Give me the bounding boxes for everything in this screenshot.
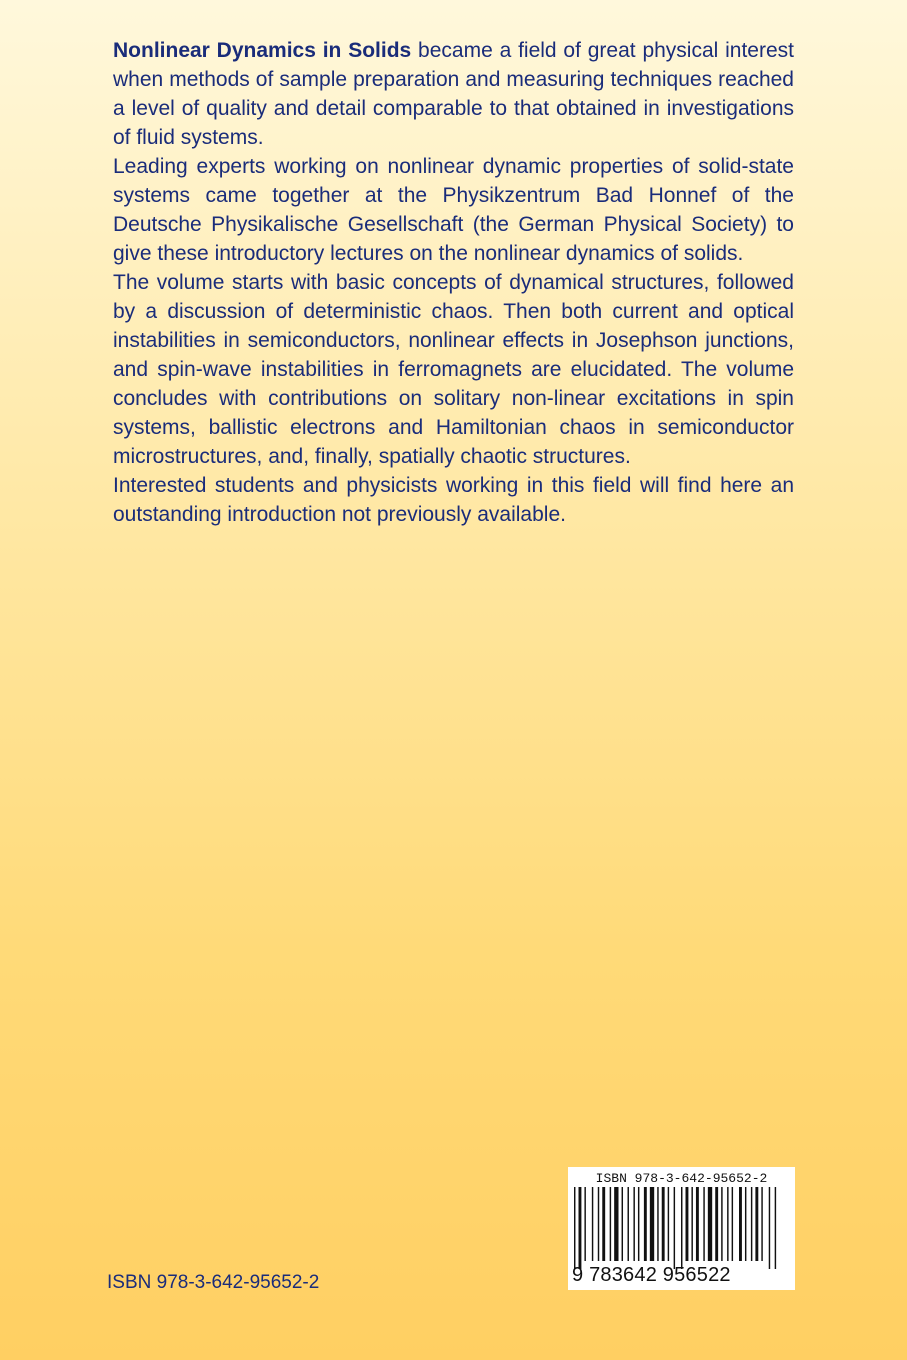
barcode-bar <box>696 1187 699 1261</box>
barcode-bar <box>622 1187 623 1261</box>
barcode-bar <box>686 1187 689 1261</box>
barcode-bar <box>721 1187 722 1261</box>
barcode-bar <box>761 1187 762 1261</box>
barcode <box>568 1167 795 1290</box>
barcode-bar <box>739 1187 742 1261</box>
blurb-paragraph-1-text: became a field of great physical interest when methods of sample preparation and measuring techniques reached a level of quality and detail comparable to that obtained in investigations of fluid systems. <box>113 39 794 149</box>
barcode-bar <box>662 1187 665 1261</box>
barcode-bar <box>745 1187 746 1261</box>
barcode-bar <box>681 1187 682 1269</box>
barcode-bar <box>638 1187 639 1261</box>
barcode-bar <box>703 1187 704 1261</box>
blurb-paragraph-4: Interested students and physicists working in this field will find here an outstanding introduction not previously available. <box>113 474 794 526</box>
barcode-bar <box>592 1187 593 1261</box>
blurb-paragraph-1 <box>113 36 794 152</box>
back-cover-blurb <box>113 36 794 529</box>
blurb-paragraph-2: Leading experts working on nonlinear dynamic properties of solid-state systems came together at the Physikzentrum Bad Honnef of the Deutsche Physikalische Gesellschaft (the German Physical Society) to give these introductory lectures on the nonlinear dynamics of solids. <box>113 155 794 265</box>
barcode-bar <box>727 1187 728 1261</box>
barcode-bar <box>668 1187 669 1261</box>
barcode-isbn-text: ISBN 978-3-642-95652-2 <box>595 1171 768 1186</box>
isbn-label: ISBN 978-3-642-95652-2 <box>107 1272 320 1293</box>
barcode-bar <box>708 1187 712 1261</box>
blurb-paragraph-3: The volume starts with basic concepts of dynamical structures, followed by a discussion of deterministic chaos. Then both current and optical instabilities in semiconductors, nonlinear effects in Josephson junctions, and spin-wave instabilities in ferromagnets are elucidated. The volume concludes with contributions on solitary non-linear excitations in spin systems, ballistic electrons and Hamiltonian chaos in semiconductor microstructures, and, finally, spatially chaotic structures. <box>113 271 794 468</box>
barcode-bar <box>633 1187 634 1261</box>
barcode-bar <box>574 1187 575 1269</box>
barcode-bar <box>755 1187 758 1261</box>
book-title-lead: Nonlinear Dynamics in Solids <box>113 39 412 62</box>
barcode-bar <box>650 1187 654 1261</box>
barcode-bar <box>602 1187 605 1261</box>
barcode-bar <box>674 1187 675 1269</box>
barcode-bar <box>610 1187 611 1261</box>
barcode-bar <box>769 1187 770 1269</box>
barcode-bars-icon <box>574 1187 789 1269</box>
barcode-bar <box>644 1187 647 1261</box>
barcode-bar <box>775 1187 776 1269</box>
barcode-bar <box>584 1187 585 1261</box>
barcode-bar <box>657 1187 658 1261</box>
barcode-bar <box>732 1187 733 1261</box>
barcode-bar <box>598 1187 599 1261</box>
barcode-bar <box>751 1187 752 1261</box>
barcode-bar <box>614 1187 618 1261</box>
barcode-digits: 9 783642 956522 <box>572 1264 731 1286</box>
barcode-bar <box>715 1187 718 1261</box>
barcode-bar <box>691 1187 692 1261</box>
barcode-bar <box>579 1187 582 1269</box>
barcode-bar <box>628 1187 629 1261</box>
